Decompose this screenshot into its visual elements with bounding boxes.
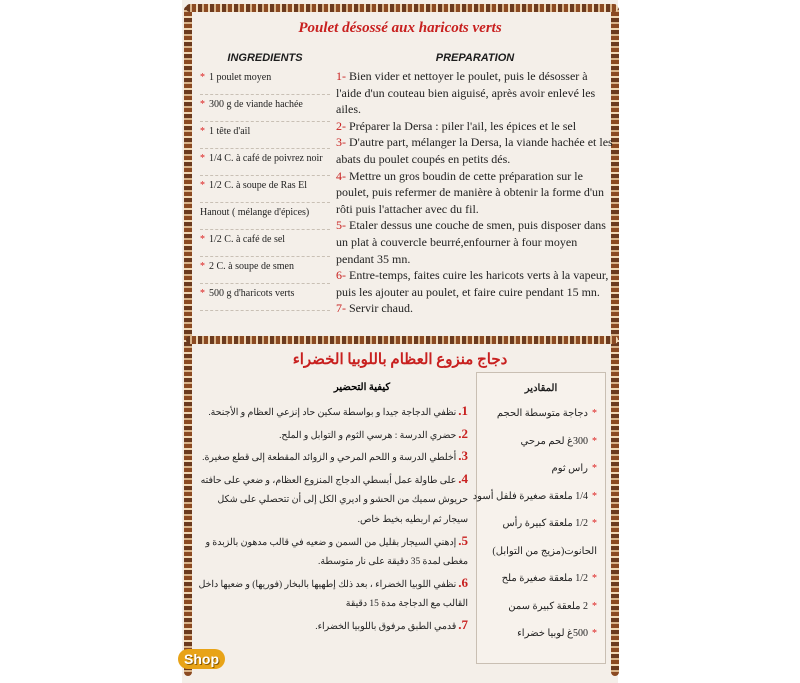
ingredient-text: 1 poulet moyen	[209, 72, 272, 83]
step-text: Servir chaud.	[346, 301, 413, 316]
bullet-star-icon: *	[200, 72, 205, 83]
ingredient-item	[477, 510, 605, 538]
arabic-ingredients	[472, 372, 606, 664]
ingredient-item	[477, 428, 605, 456]
bullet-star-icon: *	[200, 261, 205, 272]
bullet-star-icon: *	[592, 490, 597, 502]
step-text: إدهني السيجار بقليل من السمن و ضعيه في قالب مدهون بالزبدة و مغطى لمدة 35 دقيقة على نار متوسطة.	[205, 537, 468, 568]
rope-divider	[186, 336, 618, 344]
step-number: 6.	[458, 574, 468, 590]
ingredient-text: 300 g de viande hachée	[209, 99, 303, 110]
ingredient-item	[477, 620, 605, 648]
bullet-star-icon: *	[592, 463, 597, 474]
ingredient-text: 2 ملعقة كبيرة سمن	[508, 600, 588, 612]
step-number: 3-	[336, 135, 346, 150]
bullet-star-icon: *	[592, 573, 597, 584]
preparation-step	[196, 446, 468, 469]
step-number: 1.	[458, 403, 468, 418]
arabic-ingredients-header: المقادير	[524, 383, 558, 394]
ingredient-text: Hanout ( mélange d'épices)	[200, 207, 310, 218]
step-number: 1-	[336, 69, 346, 83]
ingredient-item	[200, 68, 330, 95]
shop-logo: Shop	[178, 649, 225, 669]
preparation-step	[336, 217, 614, 267]
ingredient-text: دجاجة متوسطة الحجم	[496, 408, 588, 419]
preparation-step	[336, 68, 614, 118]
preparation-step	[196, 531, 468, 573]
step-number: 2.	[458, 425, 468, 441]
step-number: 4-	[336, 168, 346, 183]
step-text: نظفي اللوبيا الخضراء ، بعد ذلك إطهيها بالبخار (فوريها) و ضعيها داخل القالب مع الدجاجة مدة 15 دقيقة	[198, 579, 468, 610]
step-number: 7-	[336, 301, 346, 316]
bullet-star-icon: *	[200, 153, 205, 164]
ingredient-text: 1 tête d'ail	[209, 126, 251, 137]
step-text: Préparer la Dersa : piler l'ail, les épices et le sel	[346, 118, 577, 133]
ingredient-item	[477, 593, 605, 621]
preparation-step	[196, 615, 468, 638]
step-text: Bien vider et nettoyer le poulet, puis le désosser à l'aide d'un couteau bien aiguisé, après avoir enlevé les ailes.	[336, 69, 596, 117]
rope-border-top	[186, 4, 618, 12]
bullet-star-icon: *	[592, 408, 597, 419]
ingredient-item	[200, 176, 330, 203]
step-text: Mettre un gros boudin de cette préparation sur le poulet, puis refermer de manière à obtenir la forme d'un rôti puis l'attacher avec du fil.	[336, 168, 605, 216]
bullet-star-icon: *	[592, 628, 597, 639]
step-text: قدمي الطبق مرفوق باللوبيا الخضراء.	[315, 621, 457, 632]
step-text: على طاولة عمل أبسطي الدجاج المنزوع العظام، و ضعي على حافته حريوش سميك من الحشو و اديري الكل إلى أن تتحصلي على شكل سيجار ثم اربطيه بخيط خاص.	[200, 475, 468, 525]
step-text: Entre-temps, faites cuire les haricots verts à la vapeur, puis les ajouter au poulet, et faire cuire pendant 15 mn.	[336, 268, 609, 299]
french-ingredients	[200, 52, 330, 311]
bullet-star-icon: *	[200, 288, 205, 299]
preparation-step	[196, 424, 468, 447]
step-text: Etaler dessus une couche de smen, puis disposer dans un plat à couvercle beurré,enfourner à four moyen pendant 35 mn.	[336, 218, 606, 266]
preparation-step	[336, 267, 614, 300]
bullet-star-icon: *	[592, 600, 597, 612]
french-preparation	[336, 52, 614, 317]
step-number: 7.	[458, 616, 468, 632]
ingredient-text: 1/4 ملعقة صغيرة فلفل أسود	[472, 490, 588, 502]
ingredient-text: 1/2 C. à soupe de Ras El	[209, 180, 308, 191]
ingredient-text: 1/2 C. à café de sel	[209, 234, 286, 245]
arabic-title: دجاج منزوع العظام باللوبيا الخضراء	[292, 352, 508, 368]
ingredient-text: الحانوت(مزيج من التوابل)	[492, 545, 597, 557]
french-preparation-header: PREPARATION	[435, 52, 515, 64]
french-title: Poulet désossé aux haricots verts	[298, 20, 502, 36]
ingredient-item	[477, 455, 605, 483]
ingredient-item	[200, 122, 330, 149]
ingredient-text: 1/2 ملعقة صغيرة ملح	[501, 573, 588, 584]
ingredient-text: 1/4 C. à café de poivrez noir	[209, 153, 323, 164]
bullet-star-icon: *	[200, 126, 205, 137]
step-text: D'autre part, mélanger la Dersa, la viande hachée et les abats du poulet coupés en petits dés.	[336, 135, 613, 166]
preparation-step	[336, 118, 614, 135]
preparation-step	[336, 300, 614, 317]
step-number: 4.	[458, 470, 468, 486]
ingredient-item	[477, 565, 605, 593]
ingredient-item	[477, 538, 605, 566]
bullet-star-icon: *	[592, 435, 597, 447]
step-text: أخلطي الدرسة و اللحم المرحي و الزوائد المقطعة إلى قطع صغيرة.	[202, 453, 457, 464]
ingredient-text: 1/2 ملعقة كبيرة رأس	[502, 518, 588, 529]
ingredient-item	[477, 400, 605, 428]
preparation-step	[196, 573, 468, 615]
bullet-star-icon: *	[592, 518, 597, 529]
preparation-step	[336, 134, 614, 167]
ingredient-item	[200, 257, 330, 284]
step-number: 3.	[458, 448, 468, 464]
french-ingredients-header: INGREDIENTS	[227, 52, 303, 64]
ingredient-text: 2 C. à soupe de smen	[209, 261, 294, 272]
arabic-preparation-header: كيفية التحضير	[333, 382, 391, 393]
ingredient-text: 500غ لوبيا خضراء	[517, 628, 588, 639]
ingredient-item	[200, 230, 330, 257]
step-text: نظفي الدجاجة جيدا و بواسطة سكين حاد إنزعي العظام و الأجنحة.	[208, 408, 457, 418]
arabic-preparation	[196, 382, 468, 638]
step-text: حضري الدرسة : هرسي الثوم و التوابل و الملح.	[279, 430, 457, 441]
ingredient-text: 300غ لحم مرحي	[520, 435, 588, 447]
ingredient-item	[200, 149, 330, 176]
preparation-step	[336, 168, 614, 218]
bullet-star-icon: *	[200, 99, 205, 110]
step-number: 5-	[336, 218, 346, 233]
preparation-step	[196, 469, 468, 531]
bullet-star-icon: *	[200, 180, 205, 191]
step-number: 6-	[336, 268, 346, 283]
preparation-step	[196, 401, 468, 424]
ingredient-item	[200, 284, 330, 311]
ingredient-item	[200, 203, 330, 230]
bullet-star-icon: *	[200, 234, 205, 245]
ingredient-item	[472, 483, 605, 511]
step-number: 2-	[336, 118, 346, 133]
ingredient-item	[200, 95, 330, 122]
step-number: 5.	[458, 532, 468, 548]
ingredient-text: راس ثوم	[551, 463, 588, 474]
ingredient-text: 500 g d'haricots verts	[209, 288, 295, 299]
